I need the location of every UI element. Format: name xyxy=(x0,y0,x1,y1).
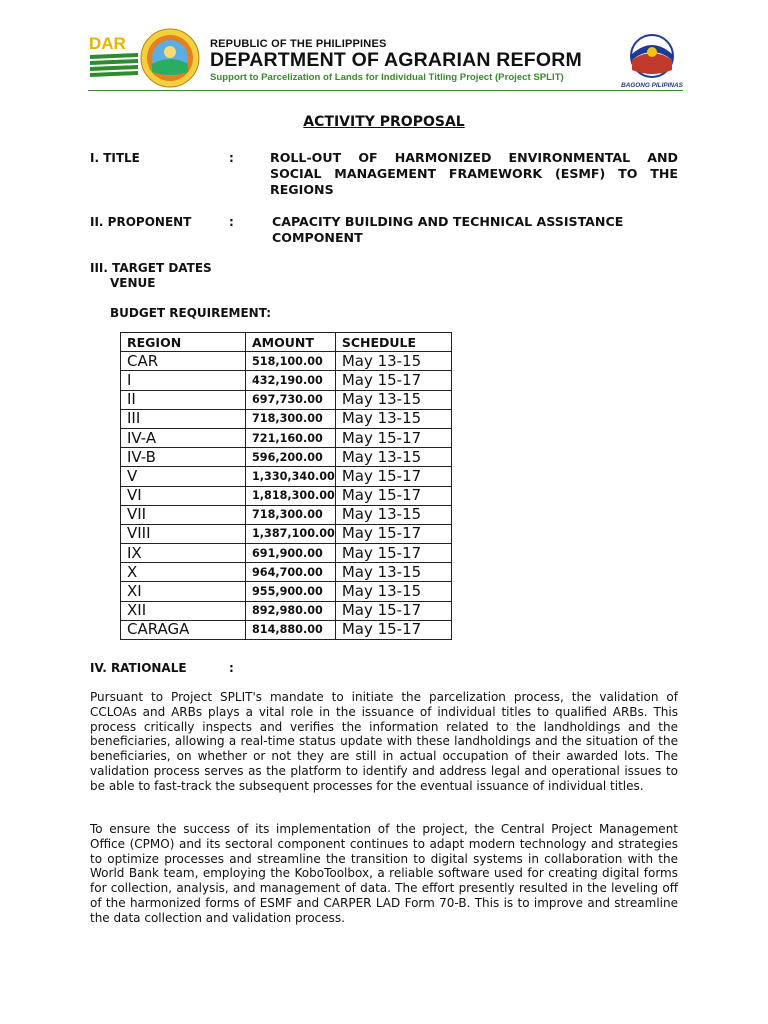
budget-table xyxy=(120,332,452,640)
table-row xyxy=(121,371,452,390)
table-row xyxy=(121,467,452,486)
amount-cell: 718,300.00 xyxy=(246,409,336,428)
department-heading: DEPARTMENT OF AGRARIAN REFORM xyxy=(210,49,582,71)
schedule-cell: May 15-17 xyxy=(335,467,451,486)
table-row xyxy=(121,428,452,447)
table-row xyxy=(121,505,452,524)
budget-table-body xyxy=(121,352,452,640)
title-value xyxy=(270,150,678,198)
amount-cell: 718,300.00 xyxy=(246,505,336,524)
region-cell: IV-A xyxy=(121,428,246,447)
amount-cell: 892,980.00 xyxy=(246,601,336,620)
table-row xyxy=(121,390,452,409)
schedule-cell: May 15-17 xyxy=(335,524,451,543)
amount-cell: 955,900.00 xyxy=(246,582,336,601)
rationale-paragraph-1: Pursuant to Project SPLIT's mandate to initiate the parcelization process, the validation of CCLOAs and ARBs plays a vital role in the issuance of individual titles to qualified ARBs. This process critically inspects and verifies the information related to the landholdings and the beneficiaries, allowing a real-time status update with these landholdings and the situation of the beneficiaries, on whether or not they are still in actual occupation of their awarded lots. The validation process serves as the platform to identify and address legal and operational issues to be able to fast-track the subsequent processes for the eventual issuance of individual titles. xyxy=(90,690,678,793)
schedule-cell: May 13-15 xyxy=(335,390,451,409)
amount-cell: 697,730.00 xyxy=(246,390,336,409)
schedule-cell: May 15-17 xyxy=(335,428,451,447)
amount-cell: 432,190.00 xyxy=(246,371,336,390)
dar-seal xyxy=(140,28,200,88)
table-header-row xyxy=(121,333,452,352)
table-row xyxy=(121,409,452,428)
dar-logo-text: DAR xyxy=(89,34,126,53)
proponent-value xyxy=(272,214,672,246)
region-cell: II xyxy=(121,390,246,409)
schedule-cell: May 13-15 xyxy=(335,582,451,601)
bagong-pilipinas-logo xyxy=(620,30,684,90)
title-line-3: REGIONS xyxy=(270,182,334,197)
amount-cell: 964,700.00 xyxy=(246,563,336,582)
amount-cell: 596,200.00 xyxy=(246,448,336,467)
table-row xyxy=(121,352,452,371)
table-row xyxy=(121,582,452,601)
rationale-label: IV. RATIONALE xyxy=(90,661,187,675)
proponent-label: II. PROPONENT xyxy=(90,215,192,229)
table-row xyxy=(121,563,452,582)
table-row xyxy=(121,620,452,639)
region-cell: IX xyxy=(121,544,246,563)
proponent-line-2: COMPONENT xyxy=(272,230,363,245)
table-row xyxy=(121,448,452,467)
title-line-2: SOCIAL MANAGEMENT FRAMEWORK (ESMF) TO THE xyxy=(270,166,678,181)
region-cell: X xyxy=(121,563,246,582)
region-cell: CAR xyxy=(121,352,246,371)
column-header-region: REGION xyxy=(121,333,246,352)
amount-cell: 691,900.00 xyxy=(246,544,336,563)
region-cell: III xyxy=(121,409,246,428)
target-dates-label: III. TARGET DATES xyxy=(90,261,212,275)
dar-logo xyxy=(88,33,140,77)
region-cell: CARAGA xyxy=(121,620,246,639)
region-cell: IV-B xyxy=(121,448,246,467)
schedule-cell: May 13-15 xyxy=(335,505,451,524)
project-subtitle: Support to Parcelization of Lands for Individual Titling Project (Project SPLIT) xyxy=(210,72,564,83)
schedule-cell: May 13-15 xyxy=(335,448,451,467)
rationale-paragraph-2: To ensure the success of its implementation of the project, the Central Project Management Office (CPMO) and its sectoral component continues to adapt modern technology and strategies to optimize processes and streamline the transition to digital systems in collaboration with the World Bank team, employing the KoboToolbox, a reliable software used for creating digital forms for collection, analysis, and management of data. The effort presently resulted in the leveling off of the harmonized forms of ESMF and CARPER LAD Form 70-B. This is to improve and streamline the data collection and validation process. xyxy=(90,822,678,925)
amount-cell: 721,160.00 xyxy=(246,428,336,447)
schedule-cell: May 15-17 xyxy=(335,601,451,620)
proponent-colon: : xyxy=(229,215,234,229)
schedule-cell: May 15-17 xyxy=(335,544,451,563)
amount-cell: 1,387,100.00 xyxy=(246,524,336,543)
proponent-line-1: CAPACITY BUILDING AND TECHNICAL ASSISTANCE xyxy=(272,214,624,229)
table-row xyxy=(121,486,452,505)
header-divider xyxy=(88,90,683,91)
amount-cell: 518,100.00 xyxy=(246,352,336,371)
region-cell: XI xyxy=(121,582,246,601)
table-row xyxy=(121,601,452,620)
schedule-cell: May 15-17 xyxy=(335,620,451,639)
republic-heading: REPUBLIC OF THE PHILIPPINES xyxy=(210,38,387,50)
schedule-cell: May 13-15 xyxy=(335,409,451,428)
region-cell: I xyxy=(121,371,246,390)
schedule-cell: May 13-15 xyxy=(335,563,451,582)
schedule-cell: May 15-17 xyxy=(335,371,451,390)
title-line-1: ROLL-OUT OF HARMONIZED ENVIRONMENTAL AND xyxy=(270,150,678,165)
budget-requirement-label: BUDGET REQUIREMENT: xyxy=(110,306,272,320)
amount-cell: 814,880.00 xyxy=(246,620,336,639)
region-cell: VII xyxy=(121,505,246,524)
amount-cell: 1,330,340.00 xyxy=(246,467,336,486)
rationale-colon: : xyxy=(229,661,234,675)
document-title: ACTIVITY PROPOSAL xyxy=(303,114,465,130)
title-colon: : xyxy=(229,151,234,165)
table-row xyxy=(121,544,452,563)
bagong-pilipinas-text: BAGONG PILIPINAS xyxy=(621,82,683,89)
title-label: I. TITLE xyxy=(90,151,140,165)
column-header-amount: AMOUNT xyxy=(246,333,336,352)
schedule-cell: May 13-15 xyxy=(335,352,451,371)
region-cell: VIII xyxy=(121,524,246,543)
region-cell: V xyxy=(121,467,246,486)
amount-cell: 1,818,300.00 xyxy=(246,486,336,505)
table-row xyxy=(121,524,452,543)
schedule-cell: May 15-17 xyxy=(335,486,451,505)
venue-label: VENUE xyxy=(110,276,156,290)
column-header-schedule: SCHEDULE xyxy=(335,333,451,352)
region-cell: XII xyxy=(121,601,246,620)
region-cell: VI xyxy=(121,486,246,505)
